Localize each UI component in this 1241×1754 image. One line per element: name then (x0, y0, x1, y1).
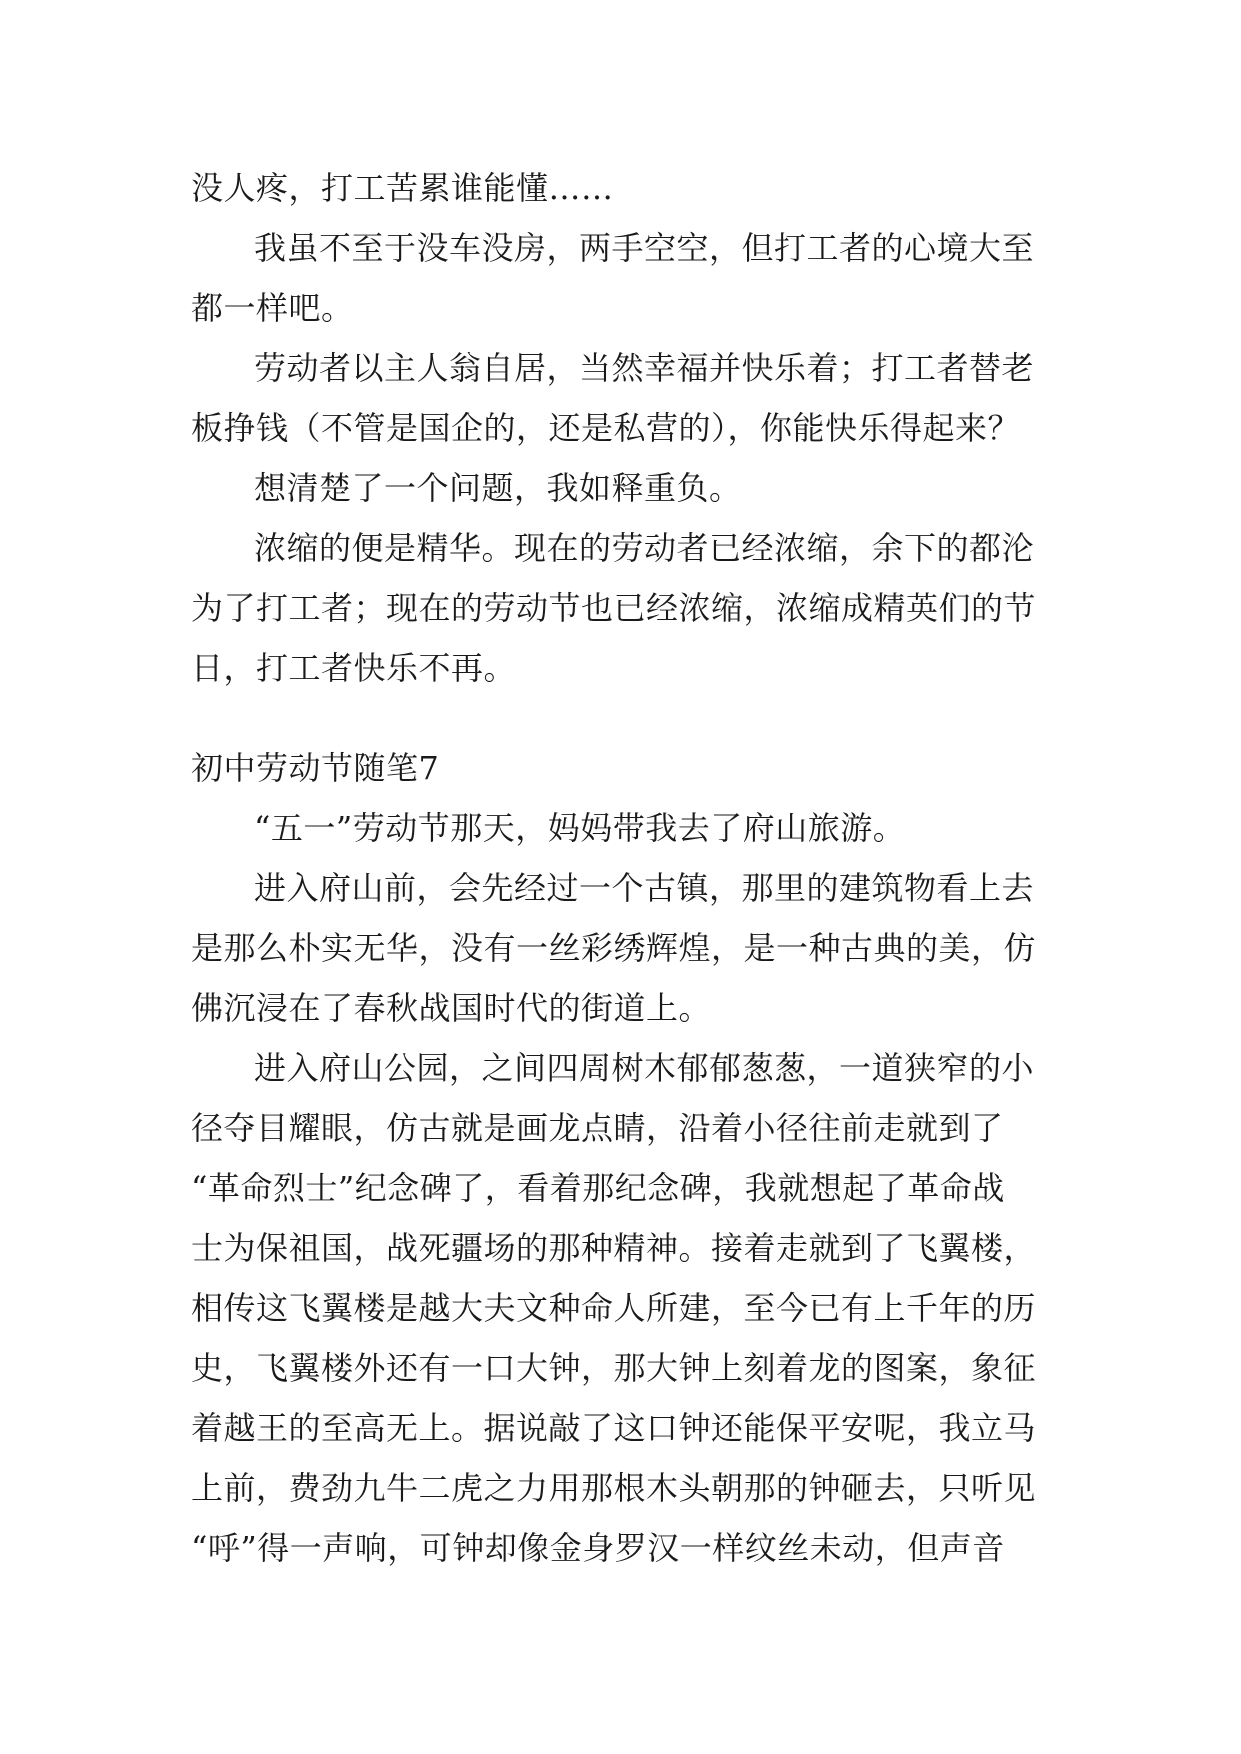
text-line: 上前，费劲九牛二虎之力用那根木头朝那的钟砸去，只听见 (191, 1469, 1037, 1507)
section-heading: 初中劳动节随笔7 (191, 749, 440, 787)
text-line: 日，打工者快乐不再。 (191, 649, 517, 687)
text-line: 是那么朴实无华，没有一丝彩绣辉煌，是一种古典的美，仿 (191, 929, 1037, 967)
section-gap (191, 698, 1061, 738)
document-body (191, 158, 1061, 1578)
text-line: “呼”得一声响，可钟却像金身罗汉一样纹丝未动，但声音 (191, 1529, 1005, 1567)
text-line: 佛沉浸在了春秋战国时代的街道上。 (191, 989, 712, 1027)
text-line: 板挣钱（不管是国企的，还是私营的），你能快乐得起来？ (191, 409, 1021, 447)
text-line: 相传这飞翼楼是越大夫文种命人所建，至今已有上千年的历 (191, 1289, 1037, 1327)
text-line: 都一样吧。 (191, 289, 354, 327)
text-line: 士为保祖国，战死疆场的那种精神。接着走就到了飞翼楼， (191, 1229, 1037, 1267)
text-line: 径夺目耀眼，仿古就是画龙点睛，沿着小径往前走就到了 (191, 1109, 1004, 1147)
text-line: 没人疼，打工苦累谁能懂…… (191, 169, 614, 207)
text-line: “革命烈士”纪念碑了，看着那纪念碑，我就想起了革命战 (191, 1169, 1005, 1207)
paragraph-start-line: 浓缩的便是精华。现在的劳动者已经浓缩，余下的都沦 (254, 529, 1035, 567)
text-line: 史，飞翼楼外还有一口大钟，那大钟上刻着龙的图案，象征 (191, 1349, 1037, 1387)
paragraph-start-line: “五一”劳动节那天，妈妈带我去了府山旅游。 (254, 809, 906, 847)
paragraph-start-line: 劳动者以主人翁自居，当然幸福并快乐着；打工者替老 (254, 349, 1035, 387)
paragraph-start-line: 想清楚了一个问题，我如释重负。 (254, 469, 742, 507)
paragraph-start-line: 我虽不至于没车没房，两手空空，但打工者的心境大至 (254, 229, 1035, 267)
text-line: 着越王的至高无上。据说敲了这口钟还能保平安呢，我立马 (191, 1409, 1037, 1447)
text-line: 为了打工者；现在的劳动节也已经浓缩，浓缩成精英们的节 (191, 589, 1037, 627)
paragraph-start-line: 进入府山前，会先经过一个古镇，那里的建筑物看上去 (254, 869, 1035, 907)
paragraph-start-line: 进入府山公园，之间四周树木郁郁葱葱，一道狭窄的小 (254, 1049, 1035, 1087)
